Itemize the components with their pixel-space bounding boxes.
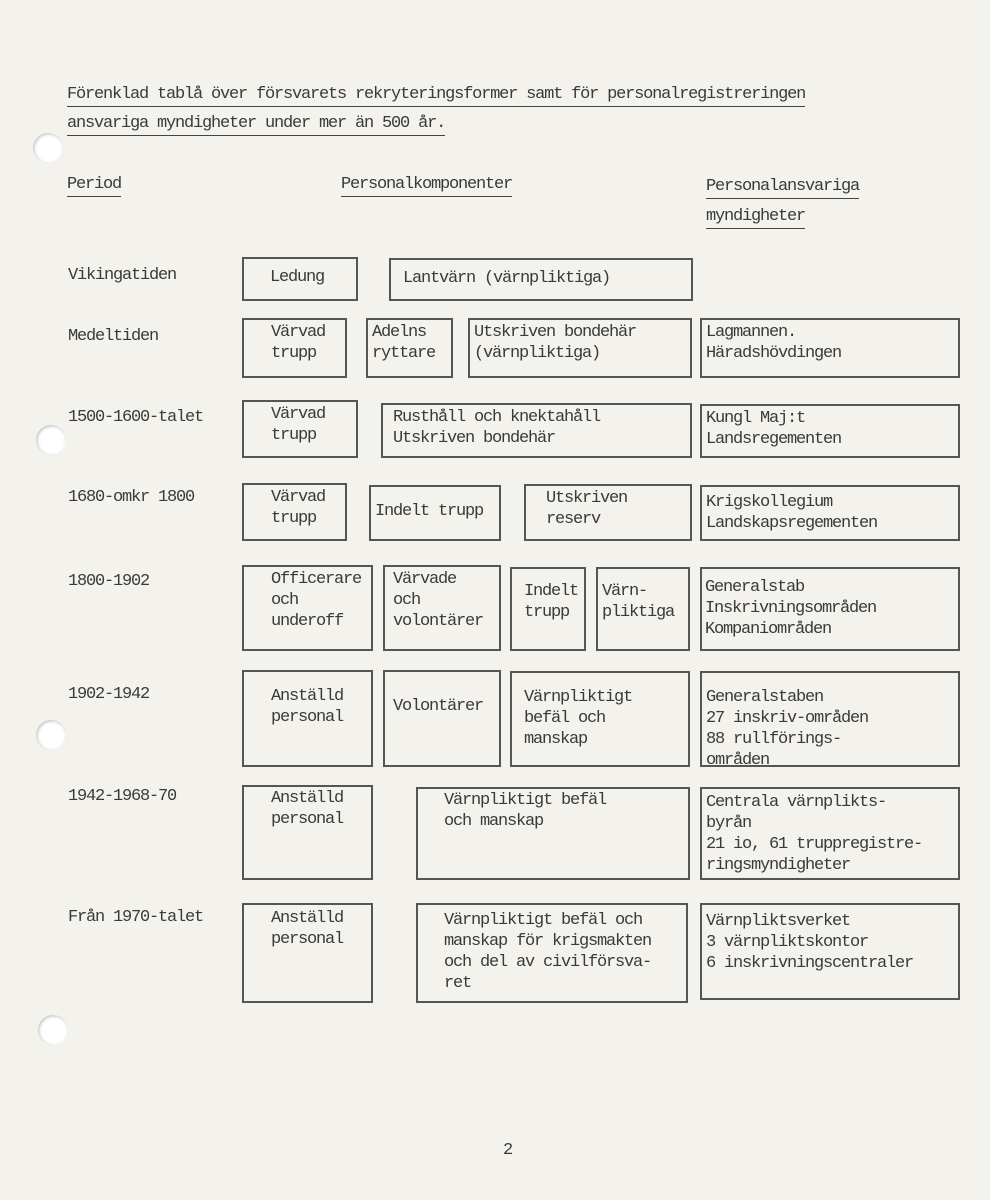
component-box: Adelns ryttare xyxy=(366,318,453,378)
period-label: 1500-1600-talet xyxy=(68,408,204,427)
component-box: Utskriven reserv xyxy=(524,484,692,541)
period-label: 1902-1942 xyxy=(68,685,150,704)
component-box: Anställd personal xyxy=(242,903,373,1003)
authority-box: Värnpliktsverket 3 värnpliktskontor 6 inskrivningscentraler xyxy=(700,903,960,1000)
title-line-2: ansvariga myndigheter under mer än 500 år. xyxy=(67,113,445,136)
period-label: Från 1970-talet xyxy=(68,908,204,927)
title-line-1: Förenklad tablå över försvarets rekryteringsformer samt för personalregistreringen xyxy=(67,84,805,107)
header-authorities-2: myndigheter xyxy=(706,206,805,229)
component-box: Utskriven bondehär (värnpliktiga) xyxy=(468,318,692,378)
component-box: Indelt trupp xyxy=(510,567,586,651)
period-label: 1942-1968-70 xyxy=(68,787,177,806)
component-box: Värnpliktigt befäl och manskap för krigsmakten och del av civilförsva- ret xyxy=(416,903,688,1003)
component-box: Värnpliktigt befäl och manskap xyxy=(510,671,690,767)
authority-box: Lagmannen. Häradshövdingen xyxy=(700,318,960,378)
punch-hole xyxy=(36,425,66,455)
component-box: Värvad trupp xyxy=(242,483,347,541)
header-authorities-1: Personalansvariga xyxy=(706,176,859,199)
component-box: Ledung xyxy=(242,257,358,301)
authority-box: Centrala värnplikts- byrån 21 io, 61 truppregistre- ringsmyndigheter xyxy=(700,787,960,880)
punch-hole xyxy=(33,133,63,163)
punch-hole xyxy=(36,720,66,750)
header-components: Personalkomponenter xyxy=(341,174,512,197)
authority-box: Krigskollegium Landskapsregementen xyxy=(700,485,960,541)
component-box: Värvade och volontärer xyxy=(383,565,501,651)
punch-hole xyxy=(38,1015,68,1045)
header-period: Period xyxy=(67,174,121,197)
page-number: 2 xyxy=(503,1141,513,1160)
component-box: Anställd personal xyxy=(242,785,373,880)
period-label: 1680-omkr 1800 xyxy=(68,488,195,507)
component-box: Värnpliktigt befäl och manskap xyxy=(416,787,690,880)
component-box: Indelt trupp xyxy=(369,485,501,541)
authority-box: Generalstaben 27 inskriv-områden 88 rullförings- områden xyxy=(700,671,960,767)
component-box: Värvad trupp xyxy=(242,318,347,378)
period-label: 1800-1902 xyxy=(68,572,150,591)
component-box: Rusthåll och knektahåll Utskriven bondehär xyxy=(381,403,692,458)
component-box: Värvad trupp xyxy=(242,400,358,458)
component-box: Värn- pliktiga xyxy=(596,567,690,651)
period-label: Vikingatiden xyxy=(68,266,177,285)
component-box: Volontärer xyxy=(383,670,501,767)
component-box: Anställd personal xyxy=(242,670,373,767)
component-box: Officerare och underoff xyxy=(242,565,373,651)
authority-box: Generalstab Inskrivningsområden Kompaniområden xyxy=(700,567,960,651)
authority-box: Kungl Maj:t Landsregementen xyxy=(700,404,960,458)
period-label: Medeltiden xyxy=(68,327,159,346)
component-box: Lantvärn (värnpliktiga) xyxy=(389,258,693,301)
